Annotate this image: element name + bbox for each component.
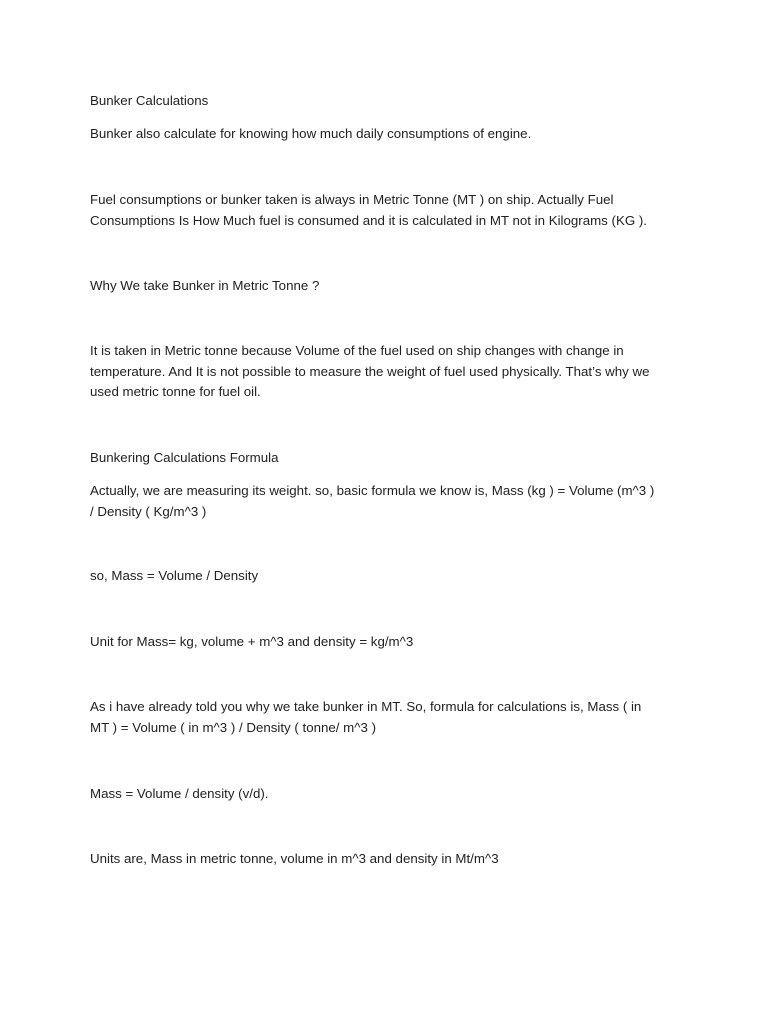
paragraph-fuel-consumption: Fuel consumptions or bunker taken is always in Metric Tonne (MT ) on ship. Actually Fuel Consumptions Is How Much fuel is consumed and it is calculated in MT not in Kilograms (KG ). — [90, 192, 647, 228]
section-heading-why-metric-tonne: Why We take Bunker in Metric Tonne ? — [90, 278, 320, 293]
formula-mass-v-d: Mass = Volume / density (v/d). — [90, 786, 269, 801]
paragraph-units-mt: Units are, Mass in metric tonne, volume in m^3 and density in Mt/m^3 — [90, 851, 499, 866]
paragraph-basic-formula: Actually, we are measuring its weight. so, basic formula we know is, Mass (kg ) = Volume (m^3 ) / Density ( Kg/m^3 ) — [90, 483, 655, 519]
paragraph-formula-mt: As i have already told you why we take bunker in MT. So, formula for calculations is, Mass ( in MT ) = Volume ( in m^3 ) / Density ( tonne/ m^3 ) — [90, 699, 642, 735]
paragraph-units-kg: Unit for Mass= kg, volume + m^3 and density = kg/m^3 — [90, 634, 414, 649]
formula-mass-volume-density: so, Mass = Volume / Density — [90, 568, 259, 583]
section-heading-formula: Bunkering Calculations Formula — [90, 450, 279, 465]
document-title: Bunker Calculations — [90, 93, 209, 108]
paragraph-metric-tonne-reason: It is taken in Metric tonne because Volume of the fuel used on ship changes with change in temperature. And It is not possible to measure the weight of fuel used physically. That’s why we used metric tonne for fuel oil. — [90, 343, 650, 399]
paragraph-intro: Bunker also calculate for knowing how much daily consumptions of engine. — [90, 126, 532, 141]
